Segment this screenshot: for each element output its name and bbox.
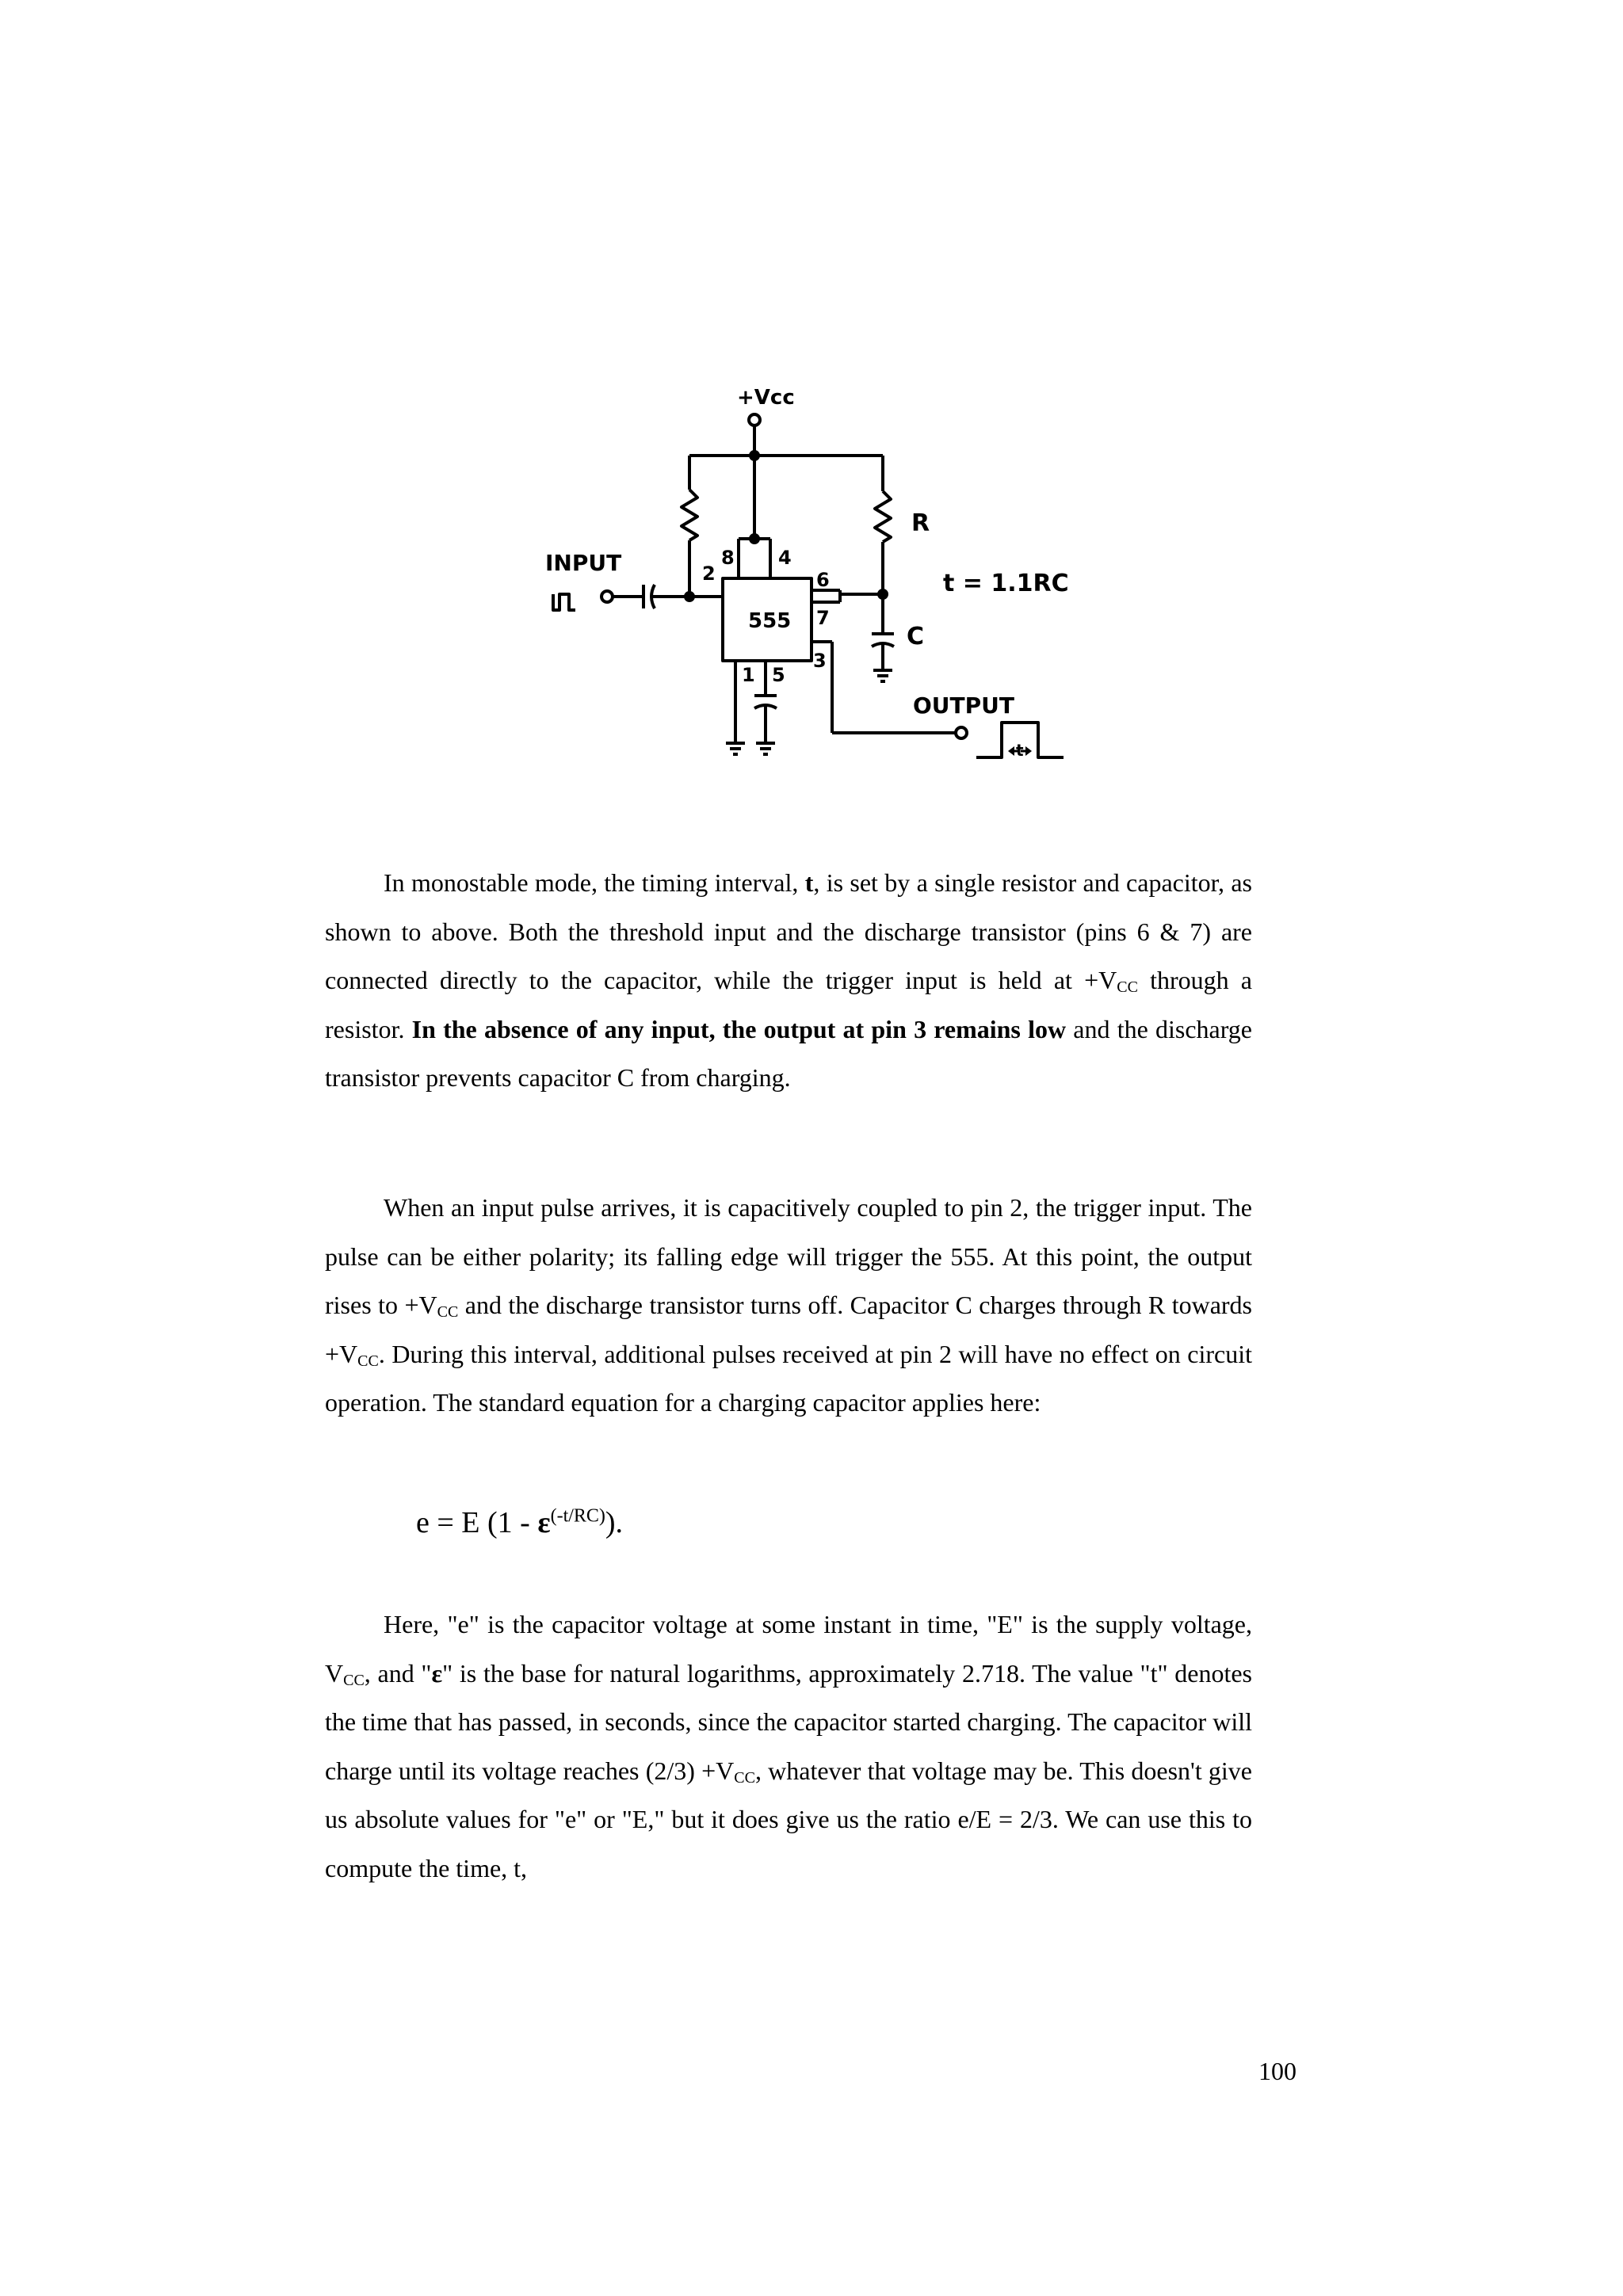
pulse-width-label: t (1016, 741, 1024, 760)
paragraph-monostable-intro: In monostable mode, the timing interval, t, is set by a single resistor and capacitor, as shown to above. Both the threshold input and the discharge transistor (pins 6 & 7) are connected directly to the capacitor, while the trigger input is held at $+V_{CC}$ through a resistor. In the absence of any input, the output at pin 3 remains low and the discharge transistor prevents capacitor C from charging. (325, 868, 1253, 1092)
timing-resistor (875, 491, 891, 542)
input-label: INPUT (545, 550, 622, 576)
pin-4-label: 4 (778, 547, 792, 569)
output-terminal (956, 727, 967, 738)
pin-7-label: 7 (816, 607, 830, 629)
input-terminal (601, 591, 613, 602)
vcc-label: +Vcc (737, 386, 795, 410)
pin-6-label: 6 (816, 569, 830, 591)
pin-1-label: 1 (742, 664, 755, 686)
resistor-label: R (911, 509, 930, 537)
paragraph-equation-explanation: Here, "e" is the capacitor voltage at some instant in time, "E" is the supply voltage, $V_{CC}$, and "ε" is the base for natural logarithms, approximately 2.718. The value "t" denotes the time that has passed, in seconds, since the capacitor started charging. The capacitor will charge until its voltage reaches $(2/3) +V_{CC}$, whatever that voltage may be. This doesn't give us absolute values for "e" or "E," but it does give us the ratio e/E = 2/3. We can use this to compute the time, t, (325, 1610, 1253, 1882)
pin-3-label: 3 (813, 650, 827, 672)
paragraph-input-pulse: When an input pulse arrives, it is capacitively coupled to pin 2, the trigger input. The pulse can be either polarity; its falling edge will trigger the 555. At this point, the output rises to $+V_{CC}$ and the discharge transistor turns off. Capacitor C charges through R towards $+V_{CC}$. During this interval, additional pulses received at pin 2 will have no effect on circuit operation. The standard equation for a charging capacitor applies here: (325, 1193, 1253, 1417)
pin-8-label: 8 (721, 547, 735, 569)
chip-label: 555 (748, 609, 792, 633)
trigger-pullup-resistor (682, 490, 697, 540)
charging-equation: e = E $(1 - \varepsilon^{(-t/RC)})$. (416, 1505, 624, 1539)
vcc-terminal (749, 414, 760, 425)
pin-2-label: 2 (702, 563, 716, 585)
timing-formula: t = 1.1RC (943, 570, 1069, 597)
page-number: 100 (1258, 2057, 1296, 2085)
pin-5-label: 5 (772, 664, 785, 686)
input-pulse-icon (553, 594, 575, 610)
capacitor-label: C (907, 623, 925, 650)
output-label: OUTPUT (913, 692, 1014, 719)
monostable-555-schematic (523, 372, 1125, 784)
